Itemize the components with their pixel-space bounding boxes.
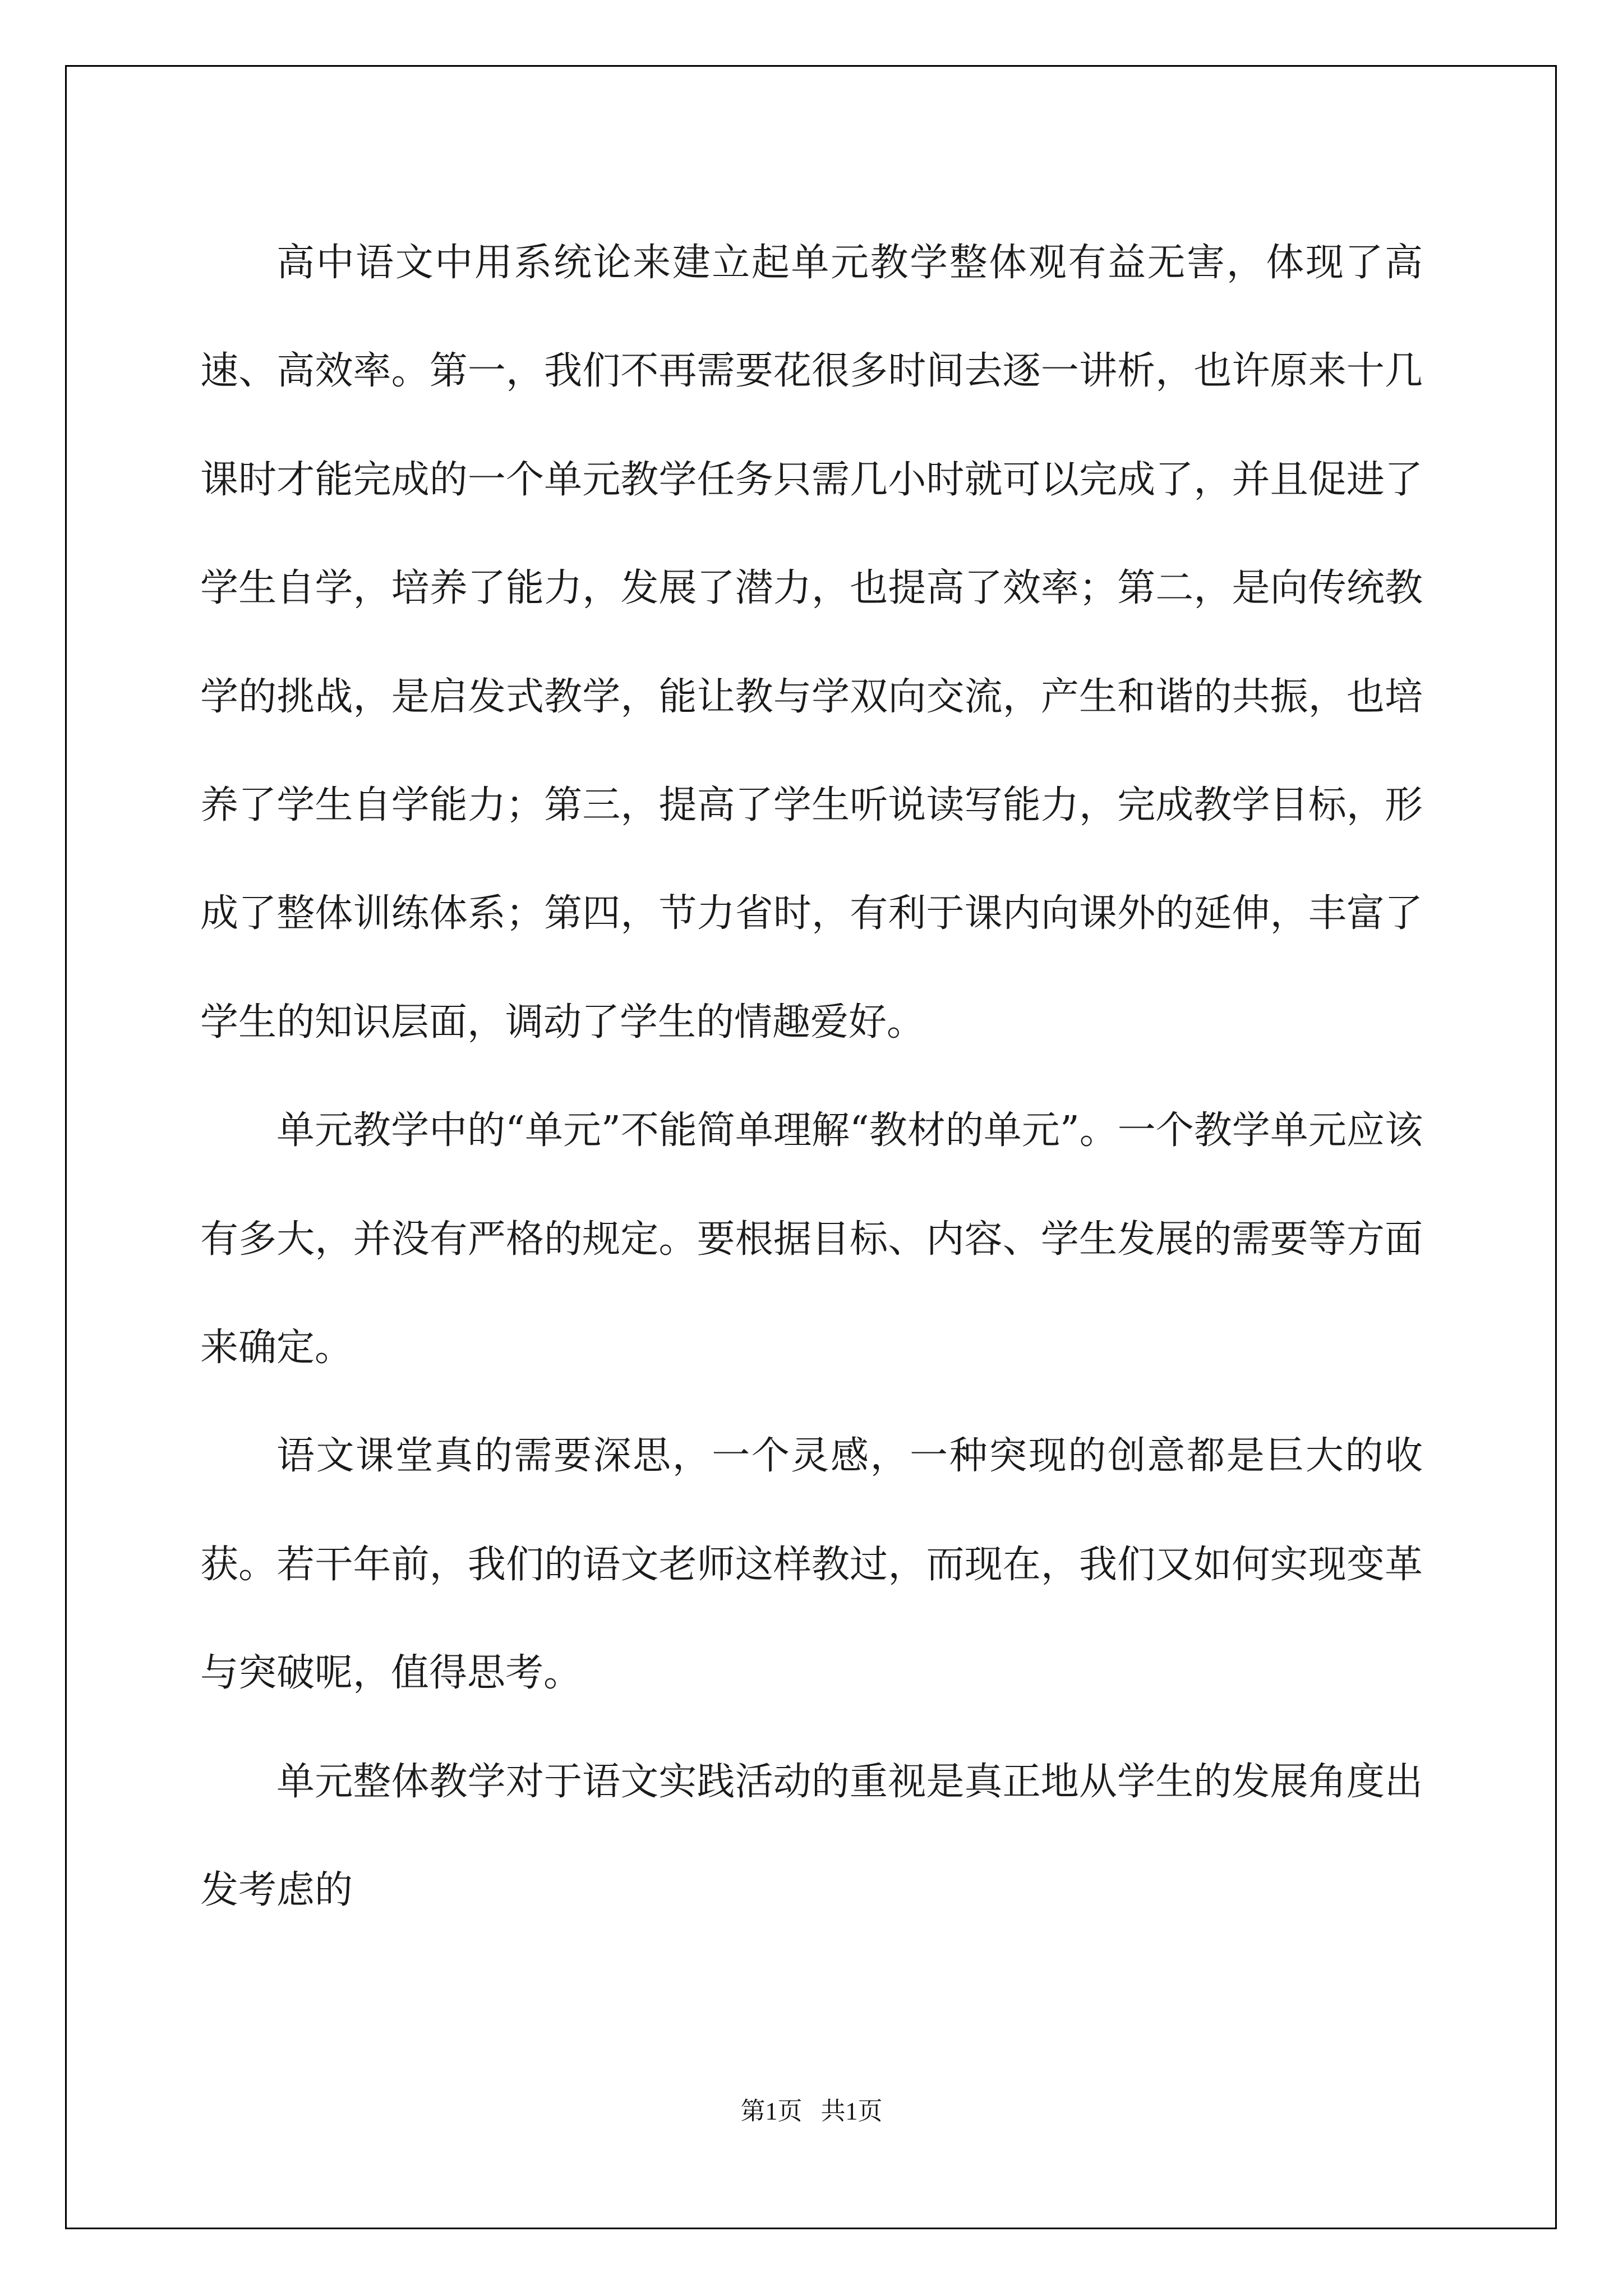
paragraph-2: 单元教学中的“单元”不能简单理解“教材的单元”。一个教学单元应该有多大，并没有严格的规定。要根据目标、内容、学生发展的需要等方面来确定。 [200,1108,1423,1370]
paragraph-1: 高中语文中用系统论来建立起单元教学整体观有益无害，体现了高速、高效率。第一，我们不再需要花很多时间去逐一讲析，也许原来十几课时才能完成的一个单元教学任务只需几小时就可以完成了，并且促进了学生自学，培养了能力，发展了潜力，也提高了效率；第二，是向传统教学的挑战，是启发式教学，能让教与学双向交流，产生和谐的共振，也培养了学生自学能力；第三，提高了学生听说读写能力，完成教学目标，形成了整体训练体系；第四，节力省时，有利于课内向课外的延伸，丰富了学生的知识层面，调动了学生的情趣爱好。 [200,241,1423,1045]
paragraph-4: 单元整体教学对于语文实践活动的重视是真正地从学生的发展角度出发考虑的 [200,1759,1423,1913]
paragraph-3: 语文课堂真的需要深思，一个灵感，一种突现的创意都是巨大的收获。若干年前，我们的语文老师这样教过，而现在，我们又如何实现变革与突破呢，值得思考。 [200,1434,1423,1696]
page-footer: 第1页 共1页 [740,2097,883,2125]
document-body [200,209,1423,1945]
